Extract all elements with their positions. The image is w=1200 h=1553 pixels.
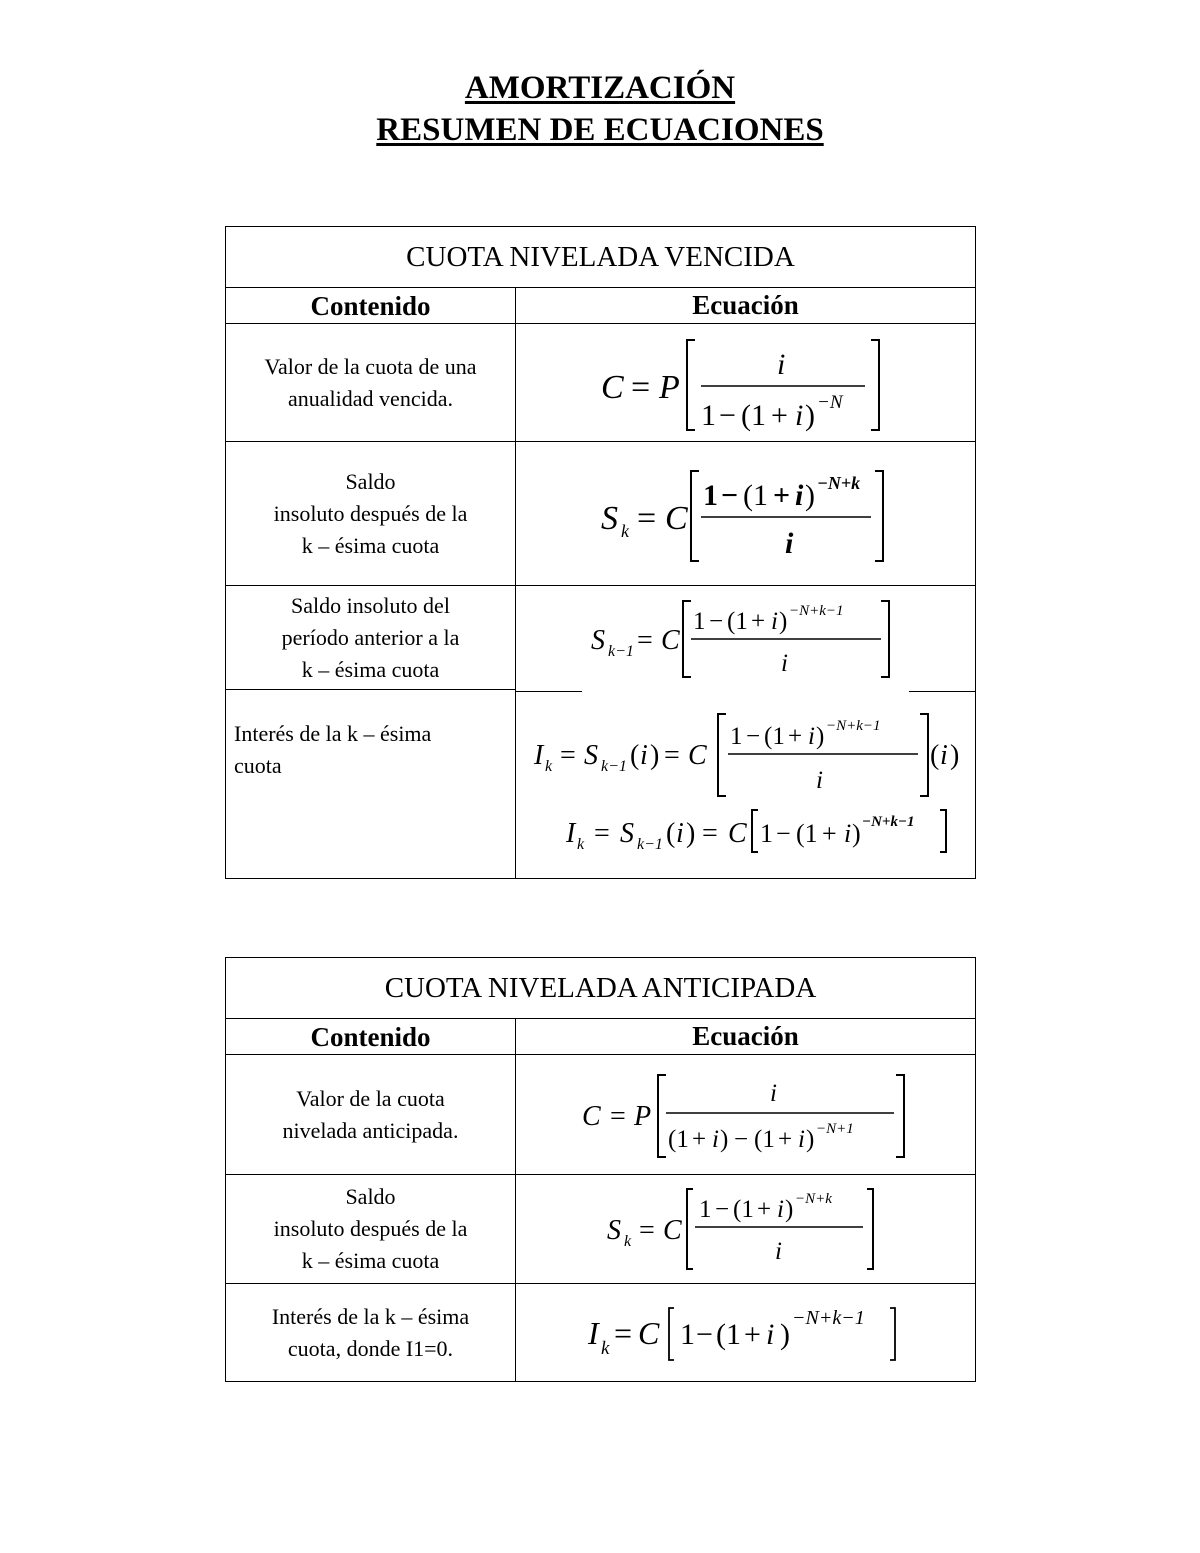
- svg-text:S: S: [600, 499, 618, 537]
- svg-text:C: C: [687, 740, 707, 771]
- document-title: AMORTIZACIÓN: [464, 70, 736, 106]
- svg-text:i: i: [776, 1196, 784, 1223]
- svg-text:k−1: k−1: [636, 836, 663, 853]
- svg-text:1: 1: [692, 608, 705, 635]
- svg-text:k: k: [576, 836, 584, 853]
- document-subtitle: RESUMEN DE ECUACIONES: [376, 112, 824, 148]
- svg-text:=: =: [630, 368, 650, 406]
- svg-text:1: 1: [698, 1196, 711, 1223]
- svg-text:(: (: [929, 740, 939, 771]
- svg-text:+: +: [777, 1125, 792, 1153]
- row-content: [226, 1284, 516, 1382]
- equation-graphic: [581, 330, 911, 436]
- equation-cuota-anticipada: [516, 1055, 975, 1174]
- svg-text:+: +: [772, 478, 790, 512]
- svg-text:i: i: [939, 740, 948, 771]
- svg-text:): ): [778, 608, 787, 635]
- table-column-header: [226, 1019, 975, 1055]
- svg-text:i: i: [807, 723, 815, 750]
- svg-text:): ): [784, 1196, 793, 1223]
- svg-text:C: C: [662, 1215, 682, 1246]
- svg-text:): ): [779, 1318, 790, 1351]
- table-row: [226, 1284, 975, 1382]
- svg-text:=: =: [609, 1100, 626, 1132]
- svg-text:k: k: [600, 1338, 609, 1359]
- svg-text:): ): [815, 723, 824, 750]
- svg-text:): ): [804, 478, 815, 512]
- svg-text:=: =: [559, 740, 576, 771]
- svg-text:C: C: [660, 625, 680, 656]
- svg-text:(1: (1: [726, 608, 748, 635]
- row-content-line: insoluto después de la: [273, 500, 468, 526]
- svg-text:): ): [719, 1125, 728, 1153]
- table-column-header: [226, 288, 975, 324]
- svg-text:(: (: [665, 818, 675, 849]
- row-content-line: Saldo insoluto del: [291, 592, 450, 618]
- svg-text:i: i: [794, 478, 803, 512]
- svg-text:1: 1: [702, 478, 718, 512]
- table-row: [226, 1175, 975, 1284]
- svg-text:(1: (1: [795, 819, 818, 848]
- svg-text:+: +: [756, 1196, 771, 1223]
- svg-text:−N+k−1: −N+k−1: [791, 1307, 865, 1329]
- equation-graphic: [576, 1298, 916, 1368]
- svg-text:S: S: [606, 1215, 621, 1246]
- svg-text:): ): [685, 818, 695, 849]
- equation-graphic: [526, 706, 966, 802]
- svg-text:i: i: [675, 818, 684, 849]
- svg-text:S: S: [619, 818, 634, 849]
- table-heading: CUOTA NIVELADA ANTICIPADA: [226, 958, 975, 1019]
- svg-text:−: −: [775, 819, 791, 848]
- svg-text:+: +: [750, 608, 765, 635]
- equation-saldo-insoluto: [516, 442, 975, 585]
- svg-text:i: i: [769, 1079, 777, 1107]
- svg-text:−N+k−1: −N+k−1: [825, 718, 881, 734]
- svg-text:=: =: [701, 818, 718, 849]
- svg-text:i: i: [843, 819, 851, 848]
- column-header-equation: Ecuación: [692, 1021, 799, 1051]
- svg-text:k−1: k−1: [607, 643, 634, 660]
- row-content-line: Interés de la k – ésima: [271, 1304, 470, 1329]
- svg-text:C: C: [600, 368, 624, 406]
- svg-text:i: i: [794, 398, 803, 432]
- equation-graphic-alt: [536, 802, 956, 862]
- column-header-content: Contenido: [226, 288, 516, 323]
- svg-text:=: =: [663, 740, 680, 771]
- svg-text:−: −: [708, 608, 723, 635]
- table-cuota-anticipada: [225, 957, 976, 1382]
- svg-text:−: −: [714, 1196, 729, 1223]
- svg-text:1: 1: [759, 819, 773, 848]
- svg-text:=: =: [636, 499, 656, 537]
- equation-interes-vencida: [516, 690, 975, 878]
- row-content: [226, 690, 516, 878]
- svg-text:): ): [649, 740, 659, 771]
- row-content-line: Interés de la k – ésima: [234, 721, 432, 746]
- svg-text:−N: −N: [816, 391, 842, 413]
- svg-text:+: +: [821, 819, 837, 848]
- svg-text:+: +: [787, 723, 802, 750]
- svg-text:): ): [851, 819, 861, 848]
- svg-text:(1: (1: [753, 1125, 775, 1153]
- svg-text:1: 1: [679, 1318, 695, 1351]
- row-content-line: cuota, donde I1=0.: [287, 1336, 454, 1361]
- row-content: Valor de la cuota de una anualidad vencida.: [226, 324, 516, 441]
- svg-text:1: 1: [700, 398, 716, 432]
- equation-saldo-anterior: [516, 586, 975, 690]
- svg-text:−: −: [745, 723, 760, 750]
- equation-graphic: [601, 1183, 891, 1275]
- svg-text:): ): [949, 740, 959, 771]
- svg-text:C: C: [727, 818, 747, 849]
- svg-text:C: C: [637, 1315, 659, 1351]
- svg-text:): ): [804, 398, 815, 432]
- row-content-line: cuota: [234, 753, 282, 778]
- svg-text:=: =: [593, 818, 610, 849]
- table-row: [226, 690, 975, 878]
- svg-text:−N+k: −N+k: [816, 472, 860, 493]
- svg-text:+: +: [743, 1318, 761, 1351]
- svg-text:P: P: [633, 1100, 651, 1132]
- svg-text:=: =: [638, 1215, 655, 1246]
- column-header-content: Contenido: [226, 1019, 516, 1054]
- row-content-line: Saldo: [345, 1184, 396, 1209]
- svg-text:i: i: [784, 526, 793, 560]
- row-content-line: insoluto después de la: [273, 1216, 468, 1241]
- equation-graphic: [581, 459, 911, 569]
- equation-interes-anticipada: [516, 1284, 975, 1382]
- equation-cuota-vencida: [516, 324, 975, 441]
- svg-text:=: =: [613, 1315, 632, 1351]
- svg-text:(: (: [629, 740, 639, 771]
- svg-text:i: i: [797, 1125, 805, 1153]
- svg-text:−N+k−1: −N+k−1: [788, 603, 844, 619]
- svg-text:(1: (1: [763, 723, 785, 750]
- svg-text:+: +: [770, 398, 788, 432]
- svg-text:1: 1: [729, 723, 742, 750]
- equation-saldo-anticipada: [516, 1175, 975, 1283]
- svg-text:k: k: [544, 758, 552, 775]
- svg-text:i: i: [780, 650, 788, 677]
- svg-text:P: P: [658, 368, 680, 406]
- svg-text:C: C: [581, 1100, 601, 1132]
- svg-text:(1: (1: [667, 1125, 689, 1153]
- row-content-line: k – ésima cuota: [301, 656, 440, 682]
- svg-text:−N+k−1: −N+k−1: [861, 814, 915, 830]
- svg-text:−N+1: −N+1: [815, 1120, 854, 1137]
- svg-text:i: i: [770, 608, 778, 635]
- column-header-equation: Ecuación: [692, 290, 799, 320]
- svg-text:−N+k: −N+k: [794, 1191, 832, 1207]
- svg-text:−: −: [718, 398, 736, 432]
- row-content-line: k – ésima cuota: [301, 532, 440, 558]
- row-content: [226, 586, 516, 690]
- svg-text:k: k: [620, 520, 629, 541]
- svg-text:i: i: [774, 1238, 782, 1265]
- equation-graphic: [581, 593, 911, 683]
- table-row: [226, 586, 975, 690]
- svg-text:I: I: [587, 1315, 599, 1351]
- svg-text:−: −: [720, 478, 738, 512]
- table-cuota-vencida: [225, 226, 976, 879]
- svg-text:(1: (1: [742, 478, 768, 512]
- table-row: [226, 1055, 975, 1175]
- svg-text:I: I: [565, 818, 575, 849]
- equation-graphic: [576, 1067, 916, 1163]
- row-content-line: Valor de la cuota: [296, 1085, 445, 1111]
- svg-text:i: i: [765, 1318, 774, 1351]
- svg-text:S: S: [590, 625, 605, 656]
- svg-text:(1: (1: [732, 1196, 754, 1223]
- row-content-line: Saldo: [345, 468, 396, 494]
- svg-text:+: +: [691, 1125, 706, 1153]
- svg-text:C: C: [664, 499, 688, 537]
- row-content: [226, 1055, 516, 1174]
- svg-text:−: −: [733, 1125, 748, 1153]
- row-content-line: k – ésima cuota: [301, 1248, 440, 1273]
- row-content-line: período anterior a la: [281, 624, 460, 650]
- svg-text:S: S: [583, 740, 598, 771]
- svg-text:k−1: k−1: [600, 758, 627, 775]
- svg-text:I: I: [533, 740, 543, 771]
- row-content: [226, 1175, 516, 1283]
- svg-text:k: k: [623, 1233, 631, 1250]
- svg-text:(1: (1: [740, 398, 766, 432]
- svg-text:i: i: [639, 740, 648, 771]
- svg-text:=: =: [636, 625, 653, 656]
- row-content: [226, 442, 516, 585]
- table-heading: CUOTA NIVELADA VENCIDA: [226, 227, 975, 288]
- svg-text:(1: (1: [715, 1318, 741, 1351]
- svg-text:): ): [805, 1125, 814, 1153]
- svg-text:i: i: [711, 1125, 719, 1153]
- table-row: [226, 324, 975, 442]
- svg-text:i: i: [776, 347, 785, 381]
- table-row: [226, 442, 975, 586]
- svg-text:i: i: [815, 767, 823, 794]
- row-content-line: nivelada anticipada.: [282, 1117, 459, 1143]
- svg-text:−: −: [695, 1318, 713, 1351]
